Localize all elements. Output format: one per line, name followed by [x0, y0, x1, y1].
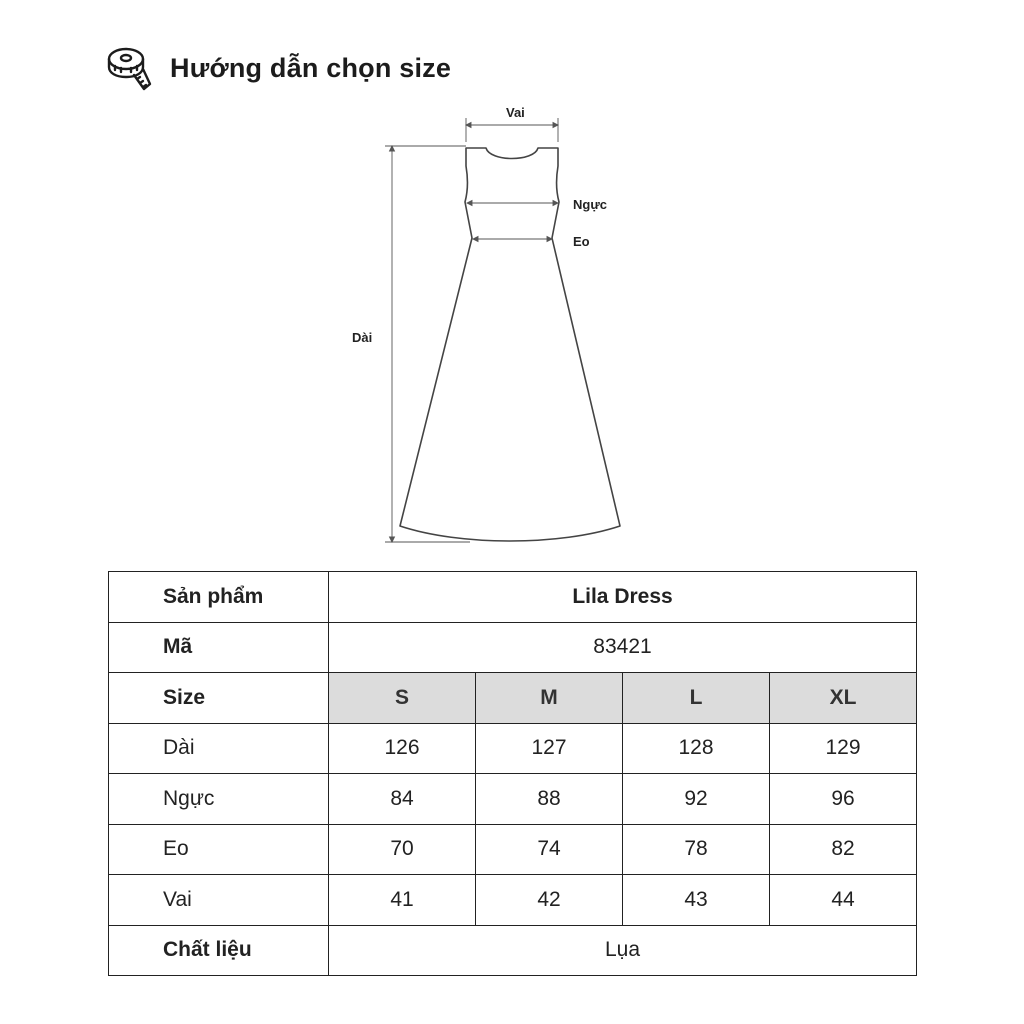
- table-cell: 129: [770, 723, 917, 774]
- table-cell: 126: [329, 723, 476, 774]
- table-row-chest: [109, 774, 917, 825]
- code-value: 83421: [329, 622, 917, 673]
- dress-diagram: [330, 96, 660, 556]
- label-length: Dài: [352, 330, 373, 345]
- table-row-code: [109, 622, 917, 673]
- dress-outline: [330, 96, 660, 556]
- size-header-xl: XL: [770, 673, 917, 724]
- product-value: Lila Dress: [329, 572, 917, 623]
- table-row-waist: [109, 824, 917, 875]
- table-cell: 78: [623, 824, 770, 875]
- row-label: Ngực: [109, 774, 329, 825]
- label-waist: Eo: [573, 234, 590, 249]
- table-row-length: [109, 723, 917, 774]
- product-label: Sản phẩm: [109, 572, 329, 623]
- row-label: Vai: [109, 875, 329, 926]
- table-cell: 92: [623, 774, 770, 825]
- table-cell: 44: [770, 875, 917, 926]
- table-cell: 74: [476, 824, 623, 875]
- label-chest: Ngực: [573, 197, 607, 212]
- code-label: Mã: [109, 622, 329, 673]
- table-row-shoulder: [109, 875, 917, 926]
- size-header-s: S: [329, 673, 476, 724]
- table-cell: 82: [770, 824, 917, 875]
- size-label: Size: [109, 673, 329, 724]
- row-label: Eo: [109, 824, 329, 875]
- table-cell: 43: [623, 875, 770, 926]
- row-label: Dài: [109, 723, 329, 774]
- table-cell: 70: [329, 824, 476, 875]
- table-cell: 96: [770, 774, 917, 825]
- table-cell: 127: [476, 723, 623, 774]
- table-cell: 41: [329, 875, 476, 926]
- page-header: [104, 40, 451, 96]
- table-cell: 88: [476, 774, 623, 825]
- measuring-tape-icon: [104, 42, 156, 94]
- size-table: [108, 571, 917, 976]
- material-value: Lụa: [329, 925, 917, 976]
- table-row-product: [109, 572, 917, 623]
- page-title: Hướng dẫn chọn size: [170, 52, 452, 83]
- table-cell: 42: [476, 875, 623, 926]
- size-header-m: M: [476, 673, 623, 724]
- material-label: Chất liệu: [109, 925, 329, 976]
- label-shoulder: Vai: [506, 105, 525, 120]
- size-header-l: L: [623, 673, 770, 724]
- table-row-size: [109, 673, 917, 724]
- table-row-material: [109, 925, 917, 976]
- table-cell: 128: [623, 723, 770, 774]
- table-cell: 84: [329, 774, 476, 825]
